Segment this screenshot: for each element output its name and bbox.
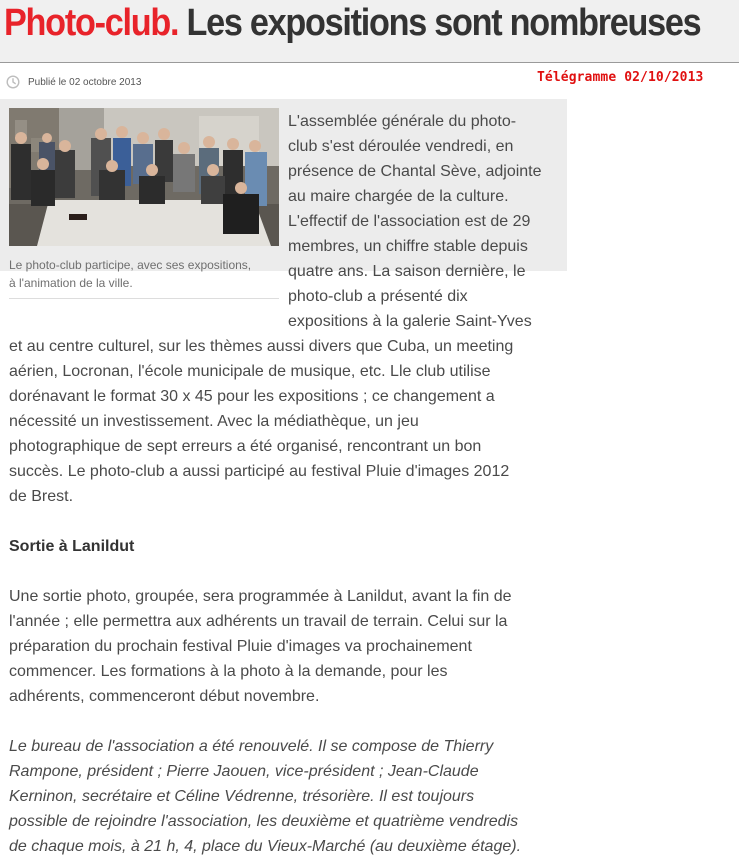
intro-line: L'effectif de l'association est de 29 — [288, 213, 531, 230]
section-line: commencer. Les formations à la photo à la demande, pour les — [9, 663, 448, 680]
closing-line: Rampone, président ; Pierre Jaouen, vice-président ; Jean-Claude — [9, 763, 479, 780]
caption-line: Le photo-club participe, avec ses expositions, — [9, 258, 252, 272]
caption-divider — [9, 298, 279, 299]
intro-line: et au centre culturel, sur les thèmes aussi divers que Cuba, un meeting — [9, 338, 514, 355]
publication-info — [6, 74, 141, 90]
intro-line: de Brest. — [9, 488, 74, 505]
section-line: adhérents, commenceront début novembre. — [9, 688, 320, 705]
closing-line: Kerninon, secrétaire et Céline Védrenne, trésorière. Il est toujours — [9, 788, 475, 805]
intro-line: membres, un chiffre stable depuis — [288, 238, 528, 255]
intro-line: présence de Chantal Sève, adjointe — [288, 163, 542, 180]
section-line: préparation du prochain festival Pluie d'images va prochainement — [9, 638, 472, 655]
intro-line: expositions à la galerie Saint-Yves — [288, 313, 532, 330]
intro-line: dorénavant le format 30 x 45 pour les expositions ; ce changement a — [9, 388, 495, 405]
intro-line: succès. Le photo-club a aussi participé au festival Pluie d'images 2012 — [9, 463, 510, 480]
caption-line: à l'animation de la ville. — [9, 276, 133, 290]
headline-kicker: Photo-club. — [4, 2, 179, 44]
headline-title: Les expositions sont nombreuses — [186, 2, 701, 44]
closing-line: possible de rejoindre l'association, les deuxième et quatrième vendredis — [9, 813, 519, 830]
section-line: l'année ; elle permettra aux adhérents un travail de terrain. Celui sur la — [9, 613, 508, 630]
intro-line: photo-club a présenté dix — [288, 288, 468, 305]
article-photo — [9, 108, 279, 246]
intro-line: nécessité un investissement. Avec la médiathèque, un jeu — [9, 413, 419, 430]
intro-line: L'assemblée générale du photo- — [288, 113, 517, 130]
intro-line: aérien, Locronan, l'école municipale de musique, etc. Lle club utilise — [9, 363, 491, 380]
closing-line: Le bureau de l'association a été renouvelé. Il se compose de Thierry — [9, 738, 494, 755]
source-label: Télégramme 02/10/2013 — [537, 70, 704, 85]
intro-line: photographique de sept erreurs a été organisé, rencontrant un bon — [9, 438, 482, 455]
closing-line: de chaque mois, à 21 h, 4, place du Vieux-Marché (au deuxième étage). — [9, 838, 522, 855]
section-line: Une sortie photo, groupée, sera programmée à Lanildut, avant la fin de — [9, 588, 512, 605]
intro-line: quatre ans. La saison dernière, le — [288, 263, 526, 280]
photo-caption — [9, 256, 279, 292]
clock-icon — [6, 75, 20, 89]
page-title — [4, 0, 700, 46]
section-heading: Sortie à Lanildut — [9, 538, 135, 555]
intro-line: au maire chargée de la culture. — [288, 188, 509, 205]
publication-date: Publié le 02 octobre 2013 — [28, 76, 142, 88]
intro-line: club s'est déroulée vendredi, en — [288, 138, 514, 155]
